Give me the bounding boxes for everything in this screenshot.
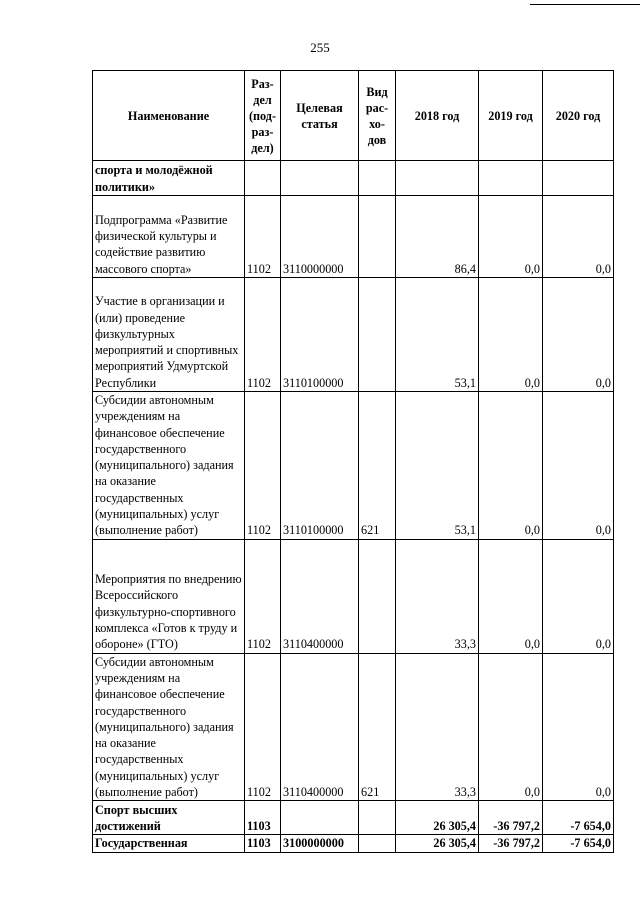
row-expense-type: 621: [359, 392, 396, 540]
row-section: 1102: [245, 392, 281, 540]
header-2020: 2020 год: [543, 71, 614, 161]
row-section: 1102: [245, 278, 281, 392]
header-target: Целевая статья: [281, 71, 359, 161]
table-row: [93, 653, 614, 801]
row-section: 1102: [245, 539, 281, 653]
row-target: 3110100000: [281, 278, 359, 392]
row-section: 1103: [245, 801, 281, 835]
row-expense-type: [359, 161, 396, 196]
header-2019: 2019 год: [479, 71, 543, 161]
row-expense-type: 621: [359, 653, 396, 801]
table-row: [93, 539, 614, 653]
row-expense-type: [359, 278, 396, 392]
row-expense-type: [359, 835, 396, 852]
row-name: Спорт высших достижений: [93, 801, 245, 835]
row-2019: [479, 161, 543, 196]
row-2020: 0,0: [543, 392, 614, 540]
table-row: [93, 801, 614, 835]
budget-table: [92, 70, 614, 853]
row-2018: 86,4: [396, 196, 479, 278]
row-2018: 33,3: [396, 539, 479, 653]
top-rule: [530, 4, 640, 5]
header-name: Наименование: [93, 71, 245, 161]
row-expense-type: [359, 539, 396, 653]
row-2019: 0,0: [479, 539, 543, 653]
row-2019: -36 797,2: [479, 801, 543, 835]
row-2020: 0,0: [543, 539, 614, 653]
table-row: [93, 196, 614, 278]
row-2019: 0,0: [479, 392, 543, 540]
row-section: 1103: [245, 835, 281, 852]
row-name: Мероприятия по внедрению Всероссийского физкультурно-спортивного комплекса «Готов к труду и обороне» (ГТО): [93, 539, 245, 653]
row-2018: 53,1: [396, 278, 479, 392]
row-2018: 26 305,4: [396, 835, 479, 852]
row-2020: [543, 161, 614, 196]
row-name: Подпрограмма «Развитие физической культуры и содействие развитию массового спорта»: [93, 196, 245, 278]
row-2019: 0,0: [479, 196, 543, 278]
row-target: 3110100000: [281, 392, 359, 540]
row-2020: 0,0: [543, 196, 614, 278]
row-2020: -7 654,0: [543, 835, 614, 852]
header-expense-type: Вид рас-хо-дов: [359, 71, 396, 161]
row-2018: 33,3: [396, 653, 479, 801]
row-name: Участие в организации и (или) проведение физкультурных мероприятий и спортивных мероприятий Удмуртской Республики: [93, 278, 245, 392]
row-section: [245, 161, 281, 196]
row-target: 3110400000: [281, 539, 359, 653]
row-section: 1102: [245, 653, 281, 801]
row-2019: 0,0: [479, 653, 543, 801]
row-target: [281, 161, 359, 196]
page-number: 255: [310, 40, 330, 55]
row-name: Субсидии автономным учреждениям на финансовое обеспечение государственного (муниципального) задания на оказание государственных (муниципальных) услуг (выполнение работ): [93, 653, 245, 801]
row-2018: [396, 161, 479, 196]
header-2018: 2018 год: [396, 71, 479, 161]
row-2018: 26 305,4: [396, 801, 479, 835]
row-name: Государственная: [93, 835, 245, 852]
row-expense-type: [359, 196, 396, 278]
row-name: Субсидии автономным учреждениям на финансовое обеспечение государственного (муниципального) задания на оказание государственных (муниципальных) услуг (выполнение работ): [93, 392, 245, 540]
table-header-row: [93, 71, 614, 161]
table-row: [93, 392, 614, 540]
row-2020: 0,0: [543, 278, 614, 392]
header-section: Раз-дел (под-раз-дел): [245, 71, 281, 161]
table-row: [93, 835, 614, 852]
row-section: 1102: [245, 196, 281, 278]
row-target: 3110000000: [281, 196, 359, 278]
row-target: [281, 801, 359, 835]
row-2018: 53,1: [396, 392, 479, 540]
row-2019: 0,0: [479, 278, 543, 392]
row-expense-type: [359, 801, 396, 835]
row-2019: -36 797,2: [479, 835, 543, 852]
row-name: спорта и молодёжной политики»: [93, 161, 245, 196]
row-2020: 0,0: [543, 653, 614, 801]
table-row: [93, 161, 614, 196]
row-2020: -7 654,0: [543, 801, 614, 835]
table-row: [93, 278, 614, 392]
row-target: 3100000000: [281, 835, 359, 852]
row-target: 3110400000: [281, 653, 359, 801]
